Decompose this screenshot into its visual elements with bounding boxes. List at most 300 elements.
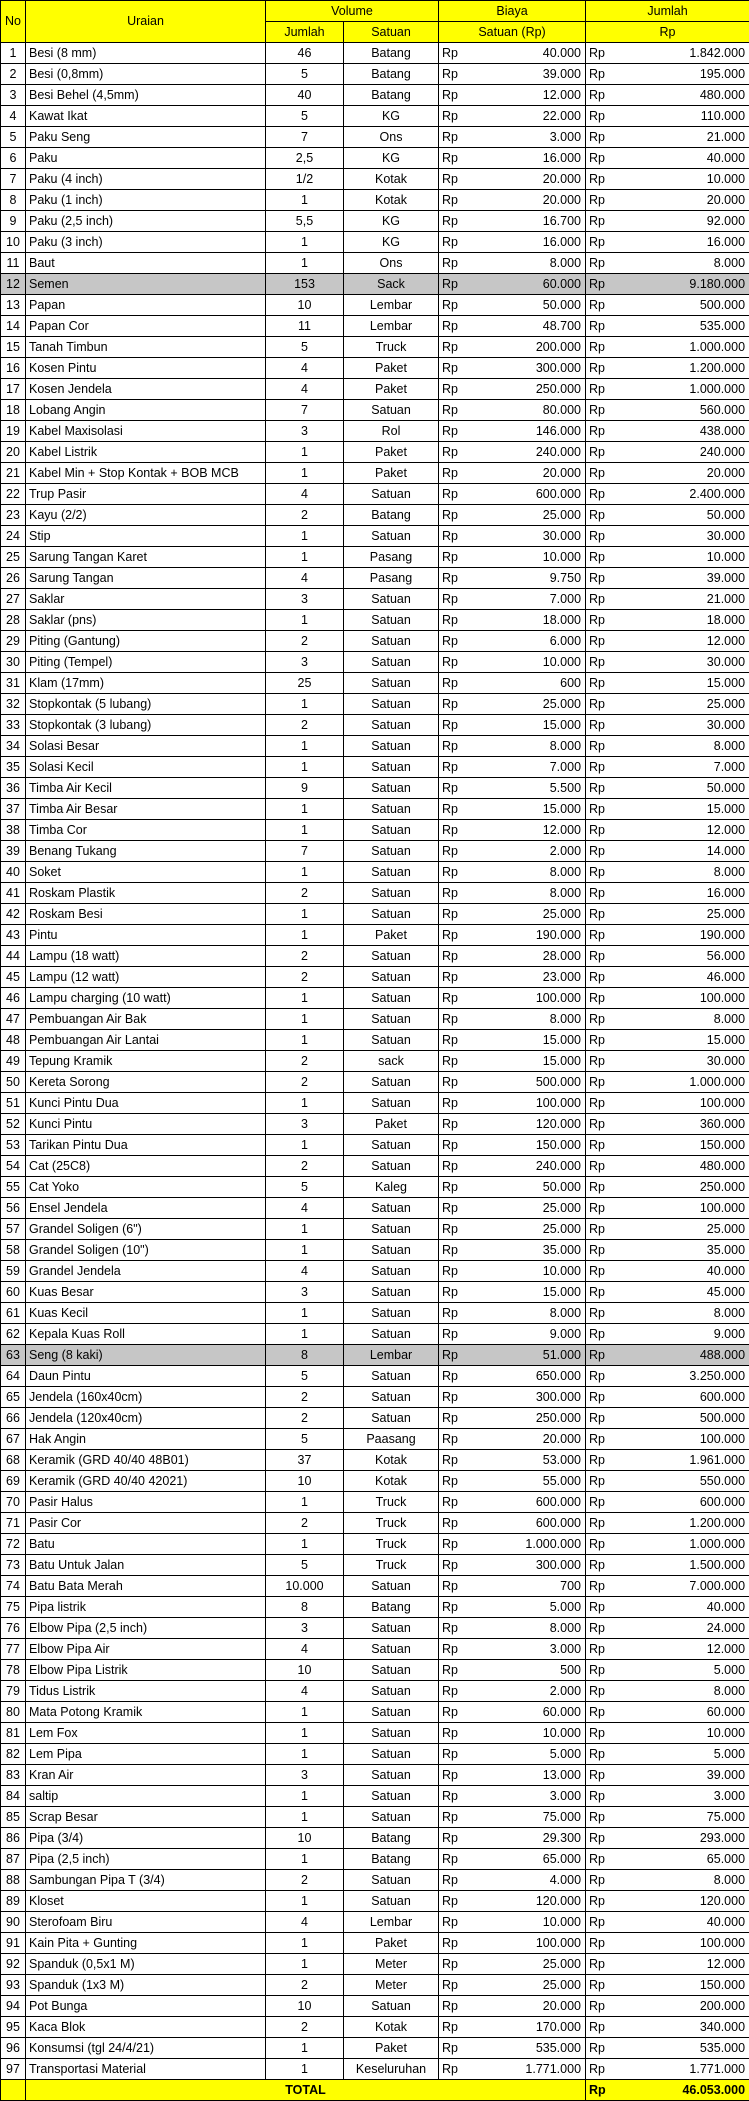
total-row xyxy=(1,2080,749,2101)
row-total: 293.000 xyxy=(620,1828,749,1849)
row-total: 1.842.000 xyxy=(620,43,749,64)
row-price-currency: Rp xyxy=(439,1282,473,1303)
row-price: 120.000 xyxy=(473,1891,586,1912)
row-price: 25.000 xyxy=(473,694,586,715)
row-item: Tarikan Pintu Dua xyxy=(26,1135,266,1156)
row-total-currency: Rp xyxy=(586,631,620,652)
row-no: 81 xyxy=(1,1723,26,1744)
row-no: 92 xyxy=(1,1954,26,1975)
row-price: 250.000 xyxy=(473,379,586,400)
row-no: 54 xyxy=(1,1156,26,1177)
row-total: 8.000 xyxy=(620,1870,749,1891)
table-row xyxy=(1,652,749,673)
total-no-cell xyxy=(1,2080,26,2101)
row-price-currency: Rp xyxy=(439,526,473,547)
row-total: 200.000 xyxy=(620,1996,749,2017)
row-no: 76 xyxy=(1,1618,26,1639)
row-price: 55.000 xyxy=(473,1471,586,1492)
table-row xyxy=(1,1324,749,1345)
header-uraian: Uraian xyxy=(26,1,266,43)
row-qty: 1 xyxy=(266,190,344,211)
row-total-currency: Rp xyxy=(586,421,620,442)
row-no: 26 xyxy=(1,568,26,589)
row-unit: Lembar xyxy=(344,1912,439,1933)
row-total: 18.000 xyxy=(620,610,749,631)
row-total-currency: Rp xyxy=(586,568,620,589)
row-unit: Batang xyxy=(344,1828,439,1849)
row-total: 1.500.000 xyxy=(620,1555,749,1576)
table-row xyxy=(1,2059,749,2080)
row-no: 41 xyxy=(1,883,26,904)
table-row xyxy=(1,1828,749,1849)
row-price-currency: Rp xyxy=(439,316,473,337)
row-total: 12.000 xyxy=(620,1954,749,1975)
row-qty: 3 xyxy=(266,1618,344,1639)
table-row xyxy=(1,1009,749,1030)
table-row xyxy=(1,1492,749,1513)
row-price-currency: Rp xyxy=(439,883,473,904)
row-unit: Ons xyxy=(344,127,439,148)
row-item: Lem Fox xyxy=(26,1723,266,1744)
table-row xyxy=(1,1471,749,1492)
row-price-currency: Rp xyxy=(439,211,473,232)
row-total-currency: Rp xyxy=(586,1303,620,1324)
row-qty: 1 xyxy=(266,1093,344,1114)
row-price-currency: Rp xyxy=(439,757,473,778)
row-price: 60.000 xyxy=(473,274,586,295)
table-row xyxy=(1,610,749,631)
row-item: Benang Tukang xyxy=(26,841,266,862)
row-unit: Ons xyxy=(344,253,439,274)
header-sub-biaya: Satuan (Rp) xyxy=(439,22,586,43)
row-total-currency: Rp xyxy=(586,1891,620,1912)
row-price-currency: Rp xyxy=(439,463,473,484)
row-unit: Kaleg xyxy=(344,1177,439,1198)
row-price-currency: Rp xyxy=(439,904,473,925)
row-price-currency: Rp xyxy=(439,1744,473,1765)
row-unit: Satuan xyxy=(344,1870,439,1891)
row-no: 21 xyxy=(1,463,26,484)
row-no: 80 xyxy=(1,1702,26,1723)
row-item: Paku (2,5 inch) xyxy=(26,211,266,232)
row-qty: 1 xyxy=(266,1786,344,1807)
row-no: 51 xyxy=(1,1093,26,1114)
row-no: 35 xyxy=(1,757,26,778)
row-qty: 1 xyxy=(266,904,344,925)
row-no: 58 xyxy=(1,1240,26,1261)
row-total: 1.961.000 xyxy=(620,1450,749,1471)
row-price-currency: Rp xyxy=(439,1408,473,1429)
row-qty: 153 xyxy=(266,274,344,295)
table-row xyxy=(1,2017,749,2038)
row-qty: 7 xyxy=(266,841,344,862)
row-no: 11 xyxy=(1,253,26,274)
row-unit: Satuan xyxy=(344,631,439,652)
header-row-top xyxy=(1,1,749,22)
row-item: Kabel Maxisolasi xyxy=(26,421,266,442)
row-price-currency: Rp xyxy=(439,1471,473,1492)
row-total-currency: Rp xyxy=(586,106,620,127)
row-price: 12.000 xyxy=(473,85,586,106)
row-no: 57 xyxy=(1,1219,26,1240)
row-no: 34 xyxy=(1,736,26,757)
table-row xyxy=(1,988,749,1009)
row-price: 100.000 xyxy=(473,988,586,1009)
row-unit: Lembar xyxy=(344,295,439,316)
row-item: Batu Bata Merah xyxy=(26,1576,266,1597)
row-unit: Satuan xyxy=(344,862,439,883)
row-price: 8.000 xyxy=(473,1618,586,1639)
row-total: 75.000 xyxy=(620,1807,749,1828)
row-unit: Satuan xyxy=(344,904,439,925)
row-unit: Kotak xyxy=(344,1471,439,1492)
table-row xyxy=(1,778,749,799)
row-no: 28 xyxy=(1,610,26,631)
row-no: 91 xyxy=(1,1933,26,1954)
row-unit: Meter xyxy=(344,1954,439,1975)
row-qty: 1 xyxy=(266,1303,344,1324)
row-item: Pot Bunga xyxy=(26,1996,266,2017)
row-unit: Satuan xyxy=(344,1030,439,1051)
row-price-currency: Rp xyxy=(439,1807,473,1828)
table-row xyxy=(1,1093,749,1114)
row-item: Saklar xyxy=(26,589,266,610)
row-no: 36 xyxy=(1,778,26,799)
row-item: Kain Pita + Gunting xyxy=(26,1933,266,1954)
table-row xyxy=(1,1282,749,1303)
row-price-currency: Rp xyxy=(439,421,473,442)
table-row xyxy=(1,1177,749,1198)
row-unit: Truck xyxy=(344,1492,439,1513)
row-total-currency: Rp xyxy=(586,883,620,904)
row-price: 535.000 xyxy=(473,2038,586,2059)
row-price: 75.000 xyxy=(473,1807,586,1828)
row-price-currency: Rp xyxy=(439,1198,473,1219)
table-row xyxy=(1,337,749,358)
row-no: 50 xyxy=(1,1072,26,1093)
row-no: 90 xyxy=(1,1912,26,1933)
row-item: Paku Seng xyxy=(26,127,266,148)
row-total-currency: Rp xyxy=(586,1198,620,1219)
row-unit: Paket xyxy=(344,442,439,463)
row-item: Sambungan Pipa T (3/4) xyxy=(26,1870,266,1891)
row-item: Stip xyxy=(26,526,266,547)
row-total-currency: Rp xyxy=(586,736,620,757)
row-price: 3.000 xyxy=(473,1786,586,1807)
table-row xyxy=(1,169,749,190)
row-total: 30.000 xyxy=(620,526,749,547)
table-row xyxy=(1,1345,749,1366)
table-row xyxy=(1,1954,749,1975)
row-price: 25.000 xyxy=(473,505,586,526)
row-item: Pintu xyxy=(26,925,266,946)
row-price: 16.700 xyxy=(473,211,586,232)
row-price-currency: Rp xyxy=(439,148,473,169)
row-no: 45 xyxy=(1,967,26,988)
row-item: Besi (8 mm) xyxy=(26,43,266,64)
row-total-currency: Rp xyxy=(586,316,620,337)
row-qty: 2 xyxy=(266,1072,344,1093)
row-price-currency: Rp xyxy=(439,85,473,106)
row-item: Paku xyxy=(26,148,266,169)
row-total: 25.000 xyxy=(620,1219,749,1240)
row-total: 15.000 xyxy=(620,1030,749,1051)
row-qty: 4 xyxy=(266,1261,344,1282)
row-total-currency: Rp xyxy=(586,358,620,379)
row-price-currency: Rp xyxy=(439,1786,473,1807)
row-item: Kereta Sorong xyxy=(26,1072,266,1093)
table-row xyxy=(1,1030,749,1051)
row-qty: 1 xyxy=(266,2038,344,2059)
row-unit: Satuan xyxy=(344,715,439,736)
row-unit: Satuan xyxy=(344,1702,439,1723)
row-total-currency: Rp xyxy=(586,295,620,316)
row-total: 190.000 xyxy=(620,925,749,946)
row-qty: 2 xyxy=(266,1408,344,1429)
row-total: 5.000 xyxy=(620,1744,749,1765)
row-price-currency: Rp xyxy=(439,778,473,799)
row-price: 80.000 xyxy=(473,400,586,421)
row-total: 30.000 xyxy=(620,715,749,736)
row-no: 22 xyxy=(1,484,26,505)
row-price: 60.000 xyxy=(473,1702,586,1723)
row-total: 195.000 xyxy=(620,64,749,85)
table-row xyxy=(1,715,749,736)
row-total: 9.180.000 xyxy=(620,274,749,295)
row-total-currency: Rp xyxy=(586,1639,620,1660)
row-qty: 4 xyxy=(266,568,344,589)
row-unit: Satuan xyxy=(344,967,439,988)
table-row xyxy=(1,1786,749,1807)
row-no: 83 xyxy=(1,1765,26,1786)
row-total-currency: Rp xyxy=(586,988,620,1009)
row-price: 16.000 xyxy=(473,148,586,169)
row-total-currency: Rp xyxy=(586,1513,620,1534)
row-price-currency: Rp xyxy=(439,925,473,946)
row-unit: Satuan xyxy=(344,1639,439,1660)
table-row xyxy=(1,1513,749,1534)
row-price: 50.000 xyxy=(473,1177,586,1198)
total-value: 46.053.000 xyxy=(620,2080,749,2101)
row-total: 3.000 xyxy=(620,1786,749,1807)
row-price-currency: Rp xyxy=(439,1324,473,1345)
row-price: 100.000 xyxy=(473,1933,586,1954)
row-no: 75 xyxy=(1,1597,26,1618)
row-total-currency: Rp xyxy=(586,127,620,148)
row-total: 21.000 xyxy=(620,127,749,148)
row-price-currency: Rp xyxy=(439,43,473,64)
row-price: 300.000 xyxy=(473,1555,586,1576)
table-row xyxy=(1,694,749,715)
row-item: Papan Cor xyxy=(26,316,266,337)
table-body xyxy=(1,43,749,2080)
row-price-currency: Rp xyxy=(439,568,473,589)
row-price: 146.000 xyxy=(473,421,586,442)
table-row xyxy=(1,64,749,85)
row-unit: Truck xyxy=(344,1513,439,1534)
row-no: 14 xyxy=(1,316,26,337)
row-item: Jendela (120x40cm) xyxy=(26,1408,266,1429)
row-total: 1.000.000 xyxy=(620,337,749,358)
table-row xyxy=(1,1366,749,1387)
row-price: 600.000 xyxy=(473,1492,586,1513)
table-row xyxy=(1,1744,749,1765)
row-no: 59 xyxy=(1,1261,26,1282)
row-price: 8.000 xyxy=(473,862,586,883)
table-row xyxy=(1,1261,749,1282)
row-total-currency: Rp xyxy=(586,64,620,85)
row-item: Ensel Jendela xyxy=(26,1198,266,1219)
table-row xyxy=(1,379,749,400)
table-row xyxy=(1,1072,749,1093)
row-qty: 40 xyxy=(266,85,344,106)
row-no: 12 xyxy=(1,274,26,295)
row-item: Solasi Besar xyxy=(26,736,266,757)
row-item: Kabel Min + Stop Kontak + BOB MCB xyxy=(26,463,266,484)
row-no: 95 xyxy=(1,2017,26,2038)
row-total: 1.771.000 xyxy=(620,2059,749,2080)
row-item: Kuas Besar xyxy=(26,1282,266,1303)
table-row xyxy=(1,1933,749,1954)
table-row xyxy=(1,1723,749,1744)
row-total-currency: Rp xyxy=(586,1156,620,1177)
row-total: 240.000 xyxy=(620,442,749,463)
row-total-currency: Rp xyxy=(586,841,620,862)
row-no: 63 xyxy=(1,1345,26,1366)
row-unit: Satuan xyxy=(344,1576,439,1597)
row-no: 2 xyxy=(1,64,26,85)
row-qty: 1 xyxy=(266,757,344,778)
row-item: Piting (Gantung) xyxy=(26,631,266,652)
row-price: 25.000 xyxy=(473,1954,586,1975)
row-qty: 5 xyxy=(266,1429,344,1450)
row-price-currency: Rp xyxy=(439,505,473,526)
row-item: Paku (4 inch) xyxy=(26,169,266,190)
row-total-currency: Rp xyxy=(586,400,620,421)
row-qty: 1 xyxy=(266,925,344,946)
row-item: Tidus Listrik xyxy=(26,1681,266,1702)
row-no: 4 xyxy=(1,106,26,127)
row-unit: Kotak xyxy=(344,1450,439,1471)
row-unit: Satuan xyxy=(344,841,439,862)
row-no: 68 xyxy=(1,1450,26,1471)
row-price: 15.000 xyxy=(473,715,586,736)
row-item: Pipa listrik xyxy=(26,1597,266,1618)
row-unit: Satuan xyxy=(344,1303,439,1324)
row-price-currency: Rp xyxy=(439,1156,473,1177)
row-item: Spanduk (0,5x1 M) xyxy=(26,1954,266,1975)
row-unit: Truck xyxy=(344,337,439,358)
row-unit: sack xyxy=(344,1051,439,1072)
row-item: Elbow Pipa Listrik xyxy=(26,1660,266,1681)
table-row xyxy=(1,1114,749,1135)
row-item: Roskam Plastik xyxy=(26,883,266,904)
row-item: Batu Untuk Jalan xyxy=(26,1555,266,1576)
header-sub-satuan: Satuan xyxy=(344,22,439,43)
row-total-currency: Rp xyxy=(586,610,620,631)
row-qty: 3 xyxy=(266,1765,344,1786)
row-total: 16.000 xyxy=(620,232,749,253)
table-row xyxy=(1,1534,749,1555)
row-qty: 1 xyxy=(266,1744,344,1765)
row-item: Daun Pintu xyxy=(26,1366,266,1387)
row-price-currency: Rp xyxy=(439,400,473,421)
row-total-currency: Rp xyxy=(586,463,620,484)
row-price: 50.000 xyxy=(473,295,586,316)
row-item: Lampu (18 watt) xyxy=(26,946,266,967)
row-price-currency: Rp xyxy=(439,1660,473,1681)
row-no: 62 xyxy=(1,1324,26,1345)
row-total-currency: Rp xyxy=(586,925,620,946)
row-item: Pipa (2,5 inch) xyxy=(26,1849,266,1870)
row-price-currency: Rp xyxy=(439,1513,473,1534)
row-total-currency: Rp xyxy=(586,85,620,106)
row-unit: Batang xyxy=(344,43,439,64)
row-price-currency: Rp xyxy=(439,1051,473,1072)
row-price-currency: Rp xyxy=(439,1576,473,1597)
row-total-currency: Rp xyxy=(586,946,620,967)
row-qty: 1 xyxy=(266,862,344,883)
row-qty: 8 xyxy=(266,1345,344,1366)
row-total: 24.000 xyxy=(620,1618,749,1639)
row-item: Trup Pasir xyxy=(26,484,266,505)
row-price: 15.000 xyxy=(473,1030,586,1051)
table-row xyxy=(1,904,749,925)
row-no: 64 xyxy=(1,1366,26,1387)
row-qty: 5 xyxy=(266,1177,344,1198)
row-item: Konsumsi (tgl 24/4/21) xyxy=(26,2038,266,2059)
row-unit: Satuan xyxy=(344,1198,439,1219)
row-unit: Satuan xyxy=(344,1723,439,1744)
row-item: Cat (25C8) xyxy=(26,1156,266,1177)
row-price-currency: Rp xyxy=(439,841,473,862)
row-total-currency: Rp xyxy=(586,1912,620,1933)
row-price: 5.000 xyxy=(473,1744,586,1765)
row-unit: Satuan xyxy=(344,1009,439,1030)
row-price-currency: Rp xyxy=(439,1429,473,1450)
row-price: 500 xyxy=(473,1660,586,1681)
row-price: 22.000 xyxy=(473,106,586,127)
row-unit: KG xyxy=(344,148,439,169)
row-total: 100.000 xyxy=(620,988,749,1009)
row-item: Pembuangan Air Lantai xyxy=(26,1030,266,1051)
row-item: Saklar (pns) xyxy=(26,610,266,631)
row-item: Kunci Pintu Dua xyxy=(26,1093,266,1114)
row-no: 23 xyxy=(1,505,26,526)
row-total: 40.000 xyxy=(620,1261,749,1282)
row-price-currency: Rp xyxy=(439,1765,473,1786)
row-unit: Sack xyxy=(344,274,439,295)
row-total: 40.000 xyxy=(620,148,749,169)
row-price: 28.000 xyxy=(473,946,586,967)
row-qty: 1 xyxy=(266,1534,344,1555)
row-item: Grandel Soligen (6") xyxy=(26,1219,266,1240)
row-total-currency: Rp xyxy=(586,43,620,64)
row-qty: 1 xyxy=(266,1030,344,1051)
row-total-currency: Rp xyxy=(586,547,620,568)
row-unit: Paket xyxy=(344,2038,439,2059)
table-row xyxy=(1,1051,749,1072)
table-row xyxy=(1,1870,749,1891)
row-qty: 10.000 xyxy=(266,1576,344,1597)
row-price: 2.000 xyxy=(473,1681,586,1702)
row-total-currency: Rp xyxy=(586,1471,620,1492)
table-row xyxy=(1,1618,749,1639)
row-price: 48.700 xyxy=(473,316,586,337)
row-total-currency: Rp xyxy=(586,1261,620,1282)
table-row xyxy=(1,1135,749,1156)
table-row xyxy=(1,190,749,211)
